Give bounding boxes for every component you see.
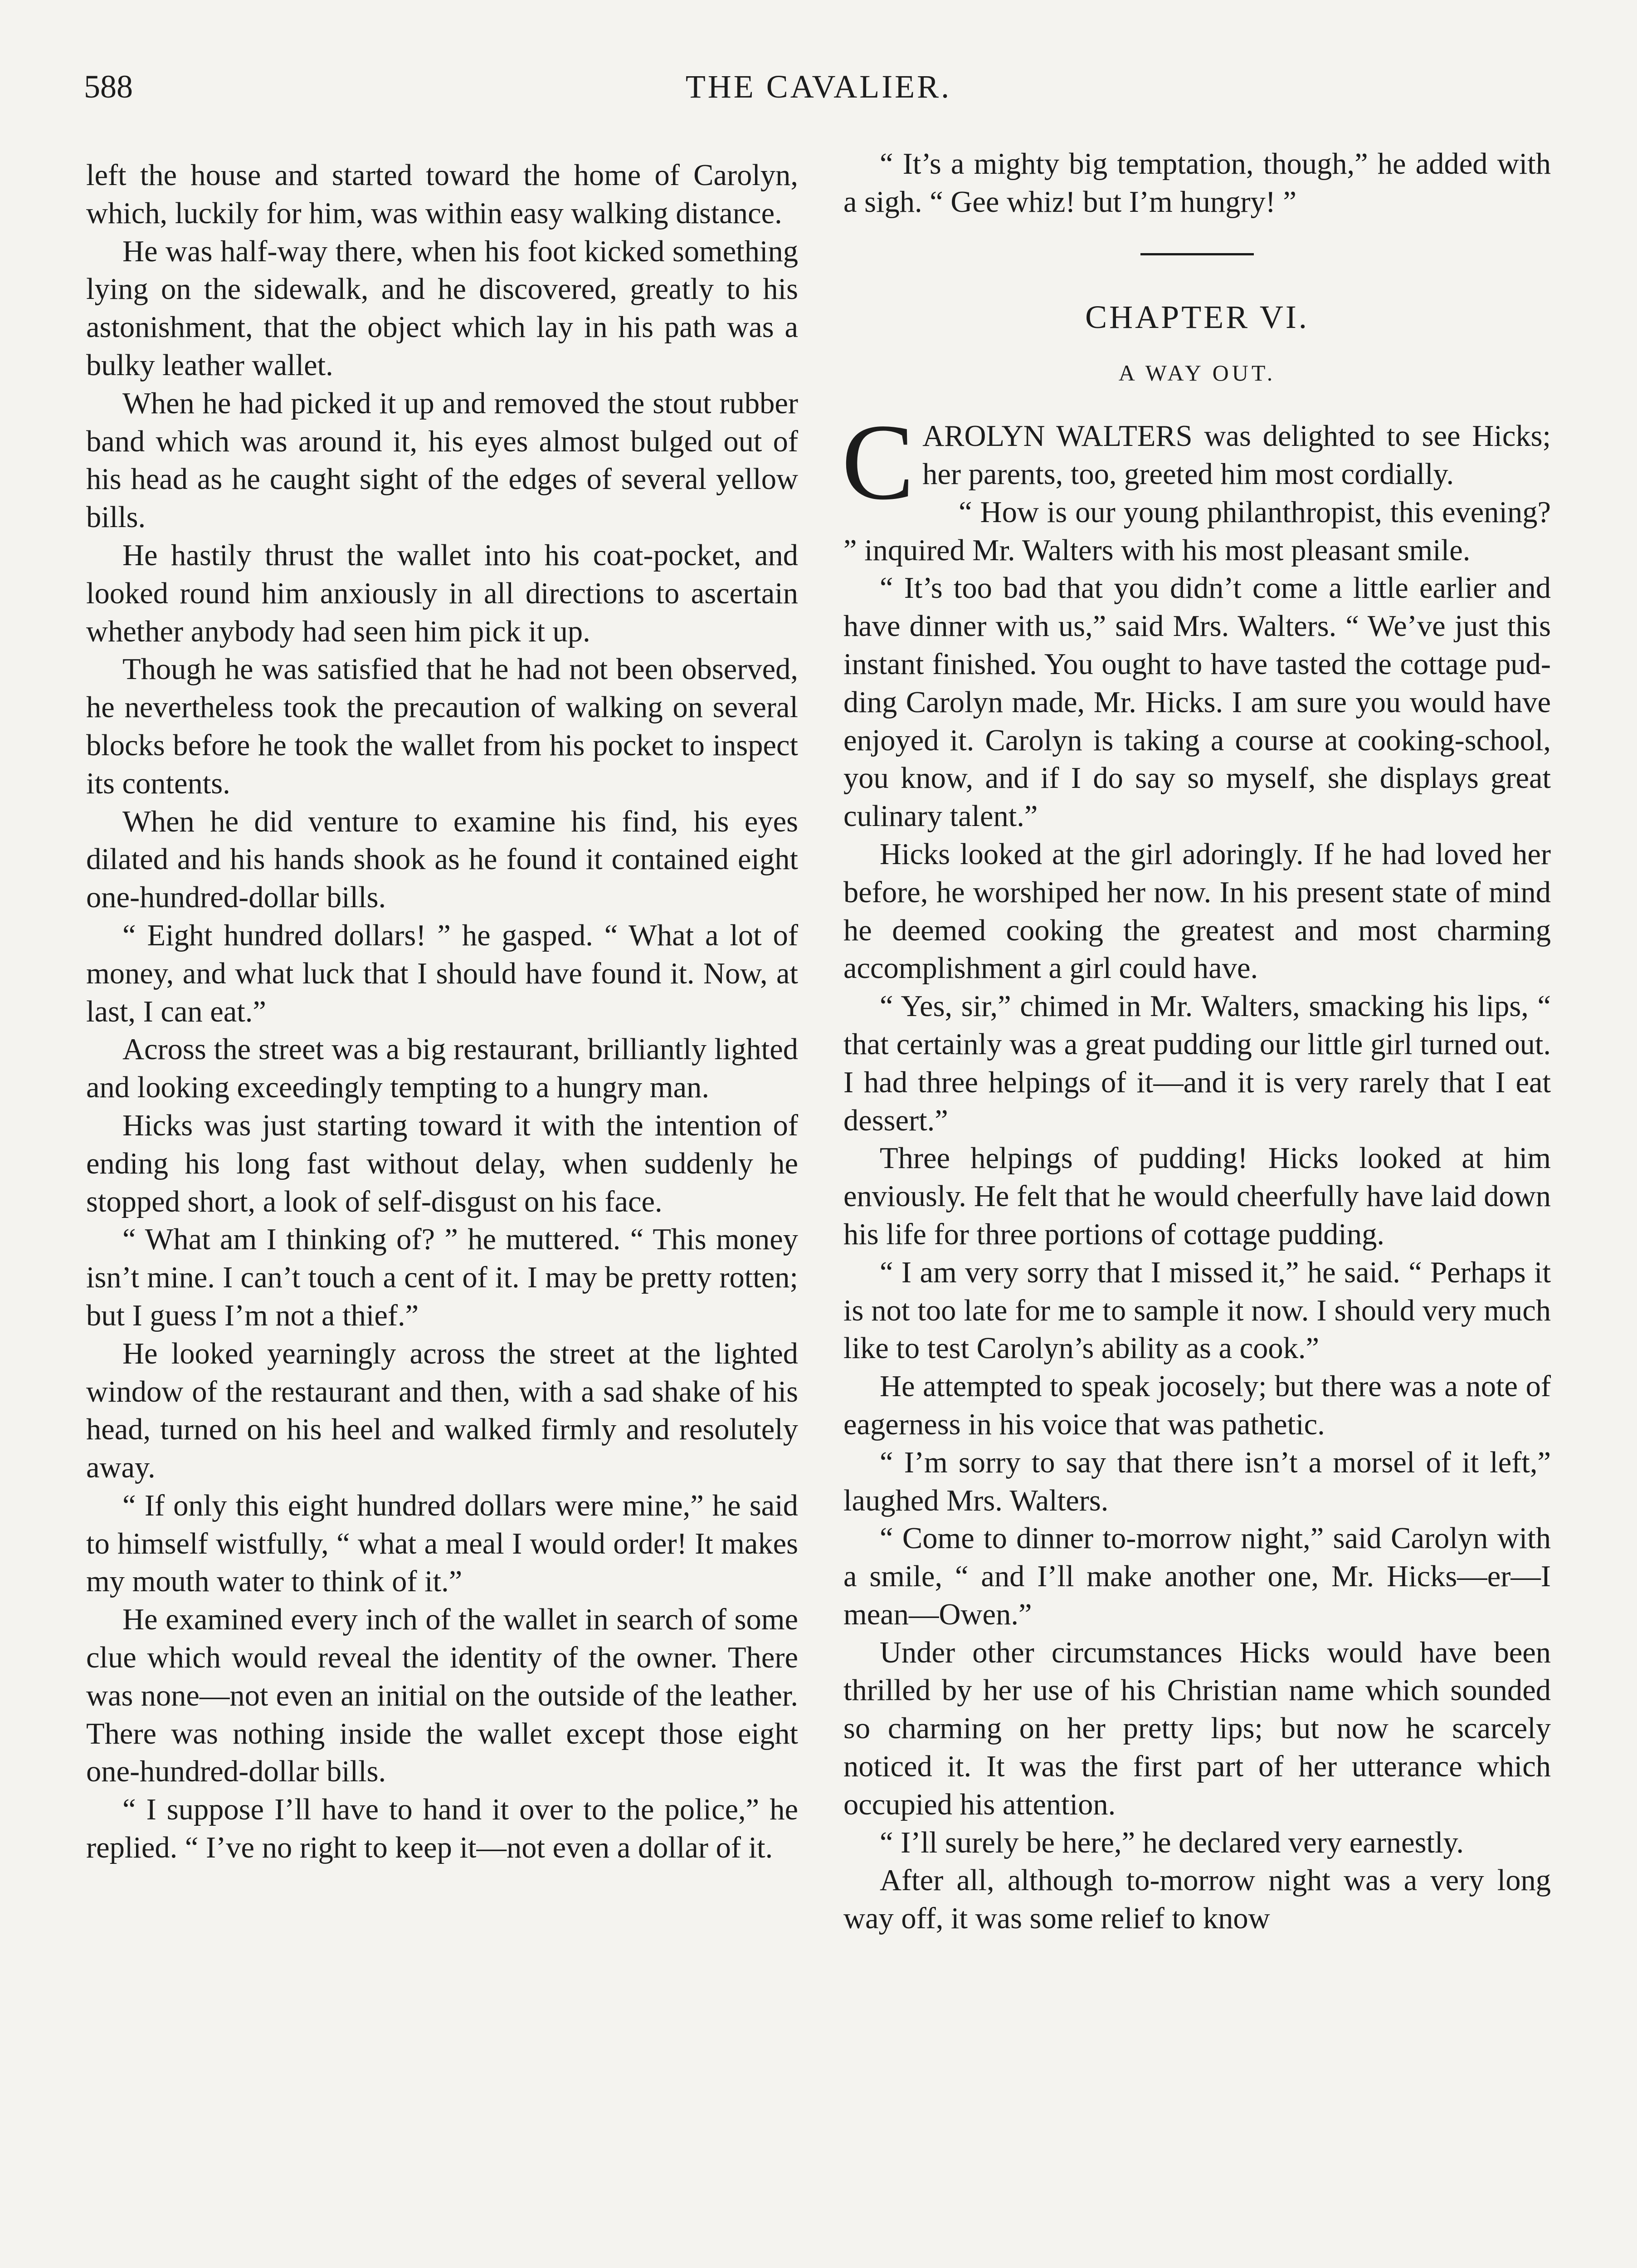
paragraph: left the house and started toward the home of Carolyn, which, luckily for him, was within easy walking distance. — [86, 159, 798, 230]
paragraph: Though he was satisfied that he had not been observed, he nevertheless took the precaution of walking on several blocks before he took the wallet from his pocket to inspect its contents. — [86, 653, 798, 800]
paragraph: “ It’s a mighty big temptation, though,” he added with a sigh. “ Gee whiz! but I’m hungry! ” — [843, 147, 1551, 219]
paragraph: “ What am I thinking of? ” he muttered. “ This money isn’t mine. I can’t touch a cent of it. I may be pretty rotten; but I guess I’m not a thief.” — [86, 1223, 798, 1332]
left-column — [86, 156, 798, 1867]
page-header — [84, 68, 1553, 118]
chapter-opening-paragraph — [842, 401, 1551, 523]
paragraph: “ How is our young philanthropist, this evening? ” inquired Mr. Walters with his most pleasant smile. — [843, 495, 1551, 567]
paragraph: He hastily thrust the wallet into his coat-pocket, and looked round him anxiously in all directions to ascertain whether anybody had seen him pick it up. — [86, 538, 798, 648]
paragraph: “ Eight hundred dollars! ” he gasped. “ What a lot of money, and what luck that I should have found it. Now, at last, I can eat.” — [86, 919, 798, 1028]
paragraph: “ Yes, sir,” chimed in Mr. Walters, smacking his lips, “ that certainly was a great pudding our little girl turned out. I had three helpings of it—and it is very rarely that I eat dessert.” — [843, 990, 1551, 1137]
paragraph: He was half-way there, when his foot kicked something lying on the sidewalk, and he discovered, greatly to his astonishment, that the object which lay in his path was a bulky leather wallet. — [86, 235, 798, 382]
paragraph: “ I’ll surely be here,” he declared very earnestly. — [880, 1826, 1464, 1859]
paragraph: Hicks was just starting toward it with the intention of ending his long fast without delay, when suddenly he stopped short, a look of self-disgust on his face. — [86, 1109, 798, 1218]
right-column — [843, 145, 1551, 1938]
opening-text: AROLYN WALTERS was delighted to see Hicks; her parents, too, greeted him most cordially. — [922, 420, 1551, 491]
paragraph: Under other circumstances Hicks would have been thrilled by her use of his Christian name which sounded so charming on her pretty lips; but now he scarcely noticed it. It was the first part of her utterance which occupied his attention. — [843, 1636, 1551, 1821]
paragraph: When he did venture to examine his find, his eyes dilated and his hands shook as he found it contained eight one-hundred-dollar bills. — [86, 805, 798, 914]
paragraph: When he had picked it up and removed the stout rubber band which was around it, his eyes almost bulged out of his head as he caught sight of the edges of several yellow bills. — [86, 386, 798, 534]
paragraph: He attempted to speak jocosely; but there was a note of eagerness in his voice that was pathetic. — [843, 1370, 1551, 1441]
page-number: 588 — [84, 68, 133, 105]
paragraph: “ I suppose I’ll have to hand it over to the police,” he replied. “ I’ve no right to keep it—not even a dollar of it. — [86, 1793, 798, 1865]
chapter-subtitle: A WAY OUT. — [1118, 360, 1276, 386]
chapter-title: CHAPTER VI. — [1085, 298, 1309, 335]
paragraph: After all, although to-morrow night was a very long way off, it was some relief to know — [843, 1864, 1551, 1936]
paragraph: “ It’s too bad that you didn’t come a little earlier and have dinner with us,” said Mrs. Walters. “ We’ve just this instant finished. You ought to have tasted the cottage pudding Carolyn made, Mr. Hicks. I am sure you would have enjoyed it. Carolyn is taking a course at cooking-school, you know, and if I do say so myself, she displays great culinary talent.” — [843, 572, 1551, 833]
paragraph: “ I’m sorry to say that there isn’t a morsel of it left,” laughed Mrs. Walters. — [843, 1446, 1551, 1517]
drop-cap: C — [842, 401, 915, 523]
section-divider — [1140, 253, 1254, 255]
paragraph: He examined every inch of the wallet in search of some clue which would reveal the identity of the owner. There was none—not even an initial on the outside of the leather. There was nothing inside the wallet except those eight one-hundred-dollar bills. — [86, 1603, 798, 1789]
paragraph: Three helpings of pudding! Hicks looked at him enviously. He felt that he would cheerfully have laid down his life for three portions of cottage pudding. — [843, 1142, 1551, 1251]
paragraph: “ If only this eight hundred dollars were mine,” he said to himself wistfully, “ what a meal I would order! It makes my mouth water to think of it.” — [86, 1489, 798, 1598]
paragraph: “ I am very sorry that I missed it,” he said. “ Perhaps it is not too late for me to sample it now. I should very much like to test Carolyn’s ability as a cook.” — [843, 1256, 1551, 1365]
paragraph: Hicks looked at the girl adoringly. If he had loved her before, he worshiped her now. In his present state of mind he deemed cooking the greatest and most charming accomplishment a girl could have. — [843, 837, 1551, 985]
paragraph: He looked yearningly across the street at the lighted window of the restaurant and then, with a sad shake of his head, turned on his heel and walked firmly and resolutely away. — [86, 1337, 798, 1485]
running-title: THE CAVALIER. — [685, 68, 952, 105]
paragraph: Across the street was a big restaurant, brilliantly lighted and looking exceedingly tempting to a hungry man. — [86, 1033, 798, 1105]
paragraph: “ Come to dinner to-morrow night,” said Carolyn with a smile, “ and I’ll make another one, Mr. Hicks—er—I mean—Owen.” — [843, 1522, 1551, 1631]
